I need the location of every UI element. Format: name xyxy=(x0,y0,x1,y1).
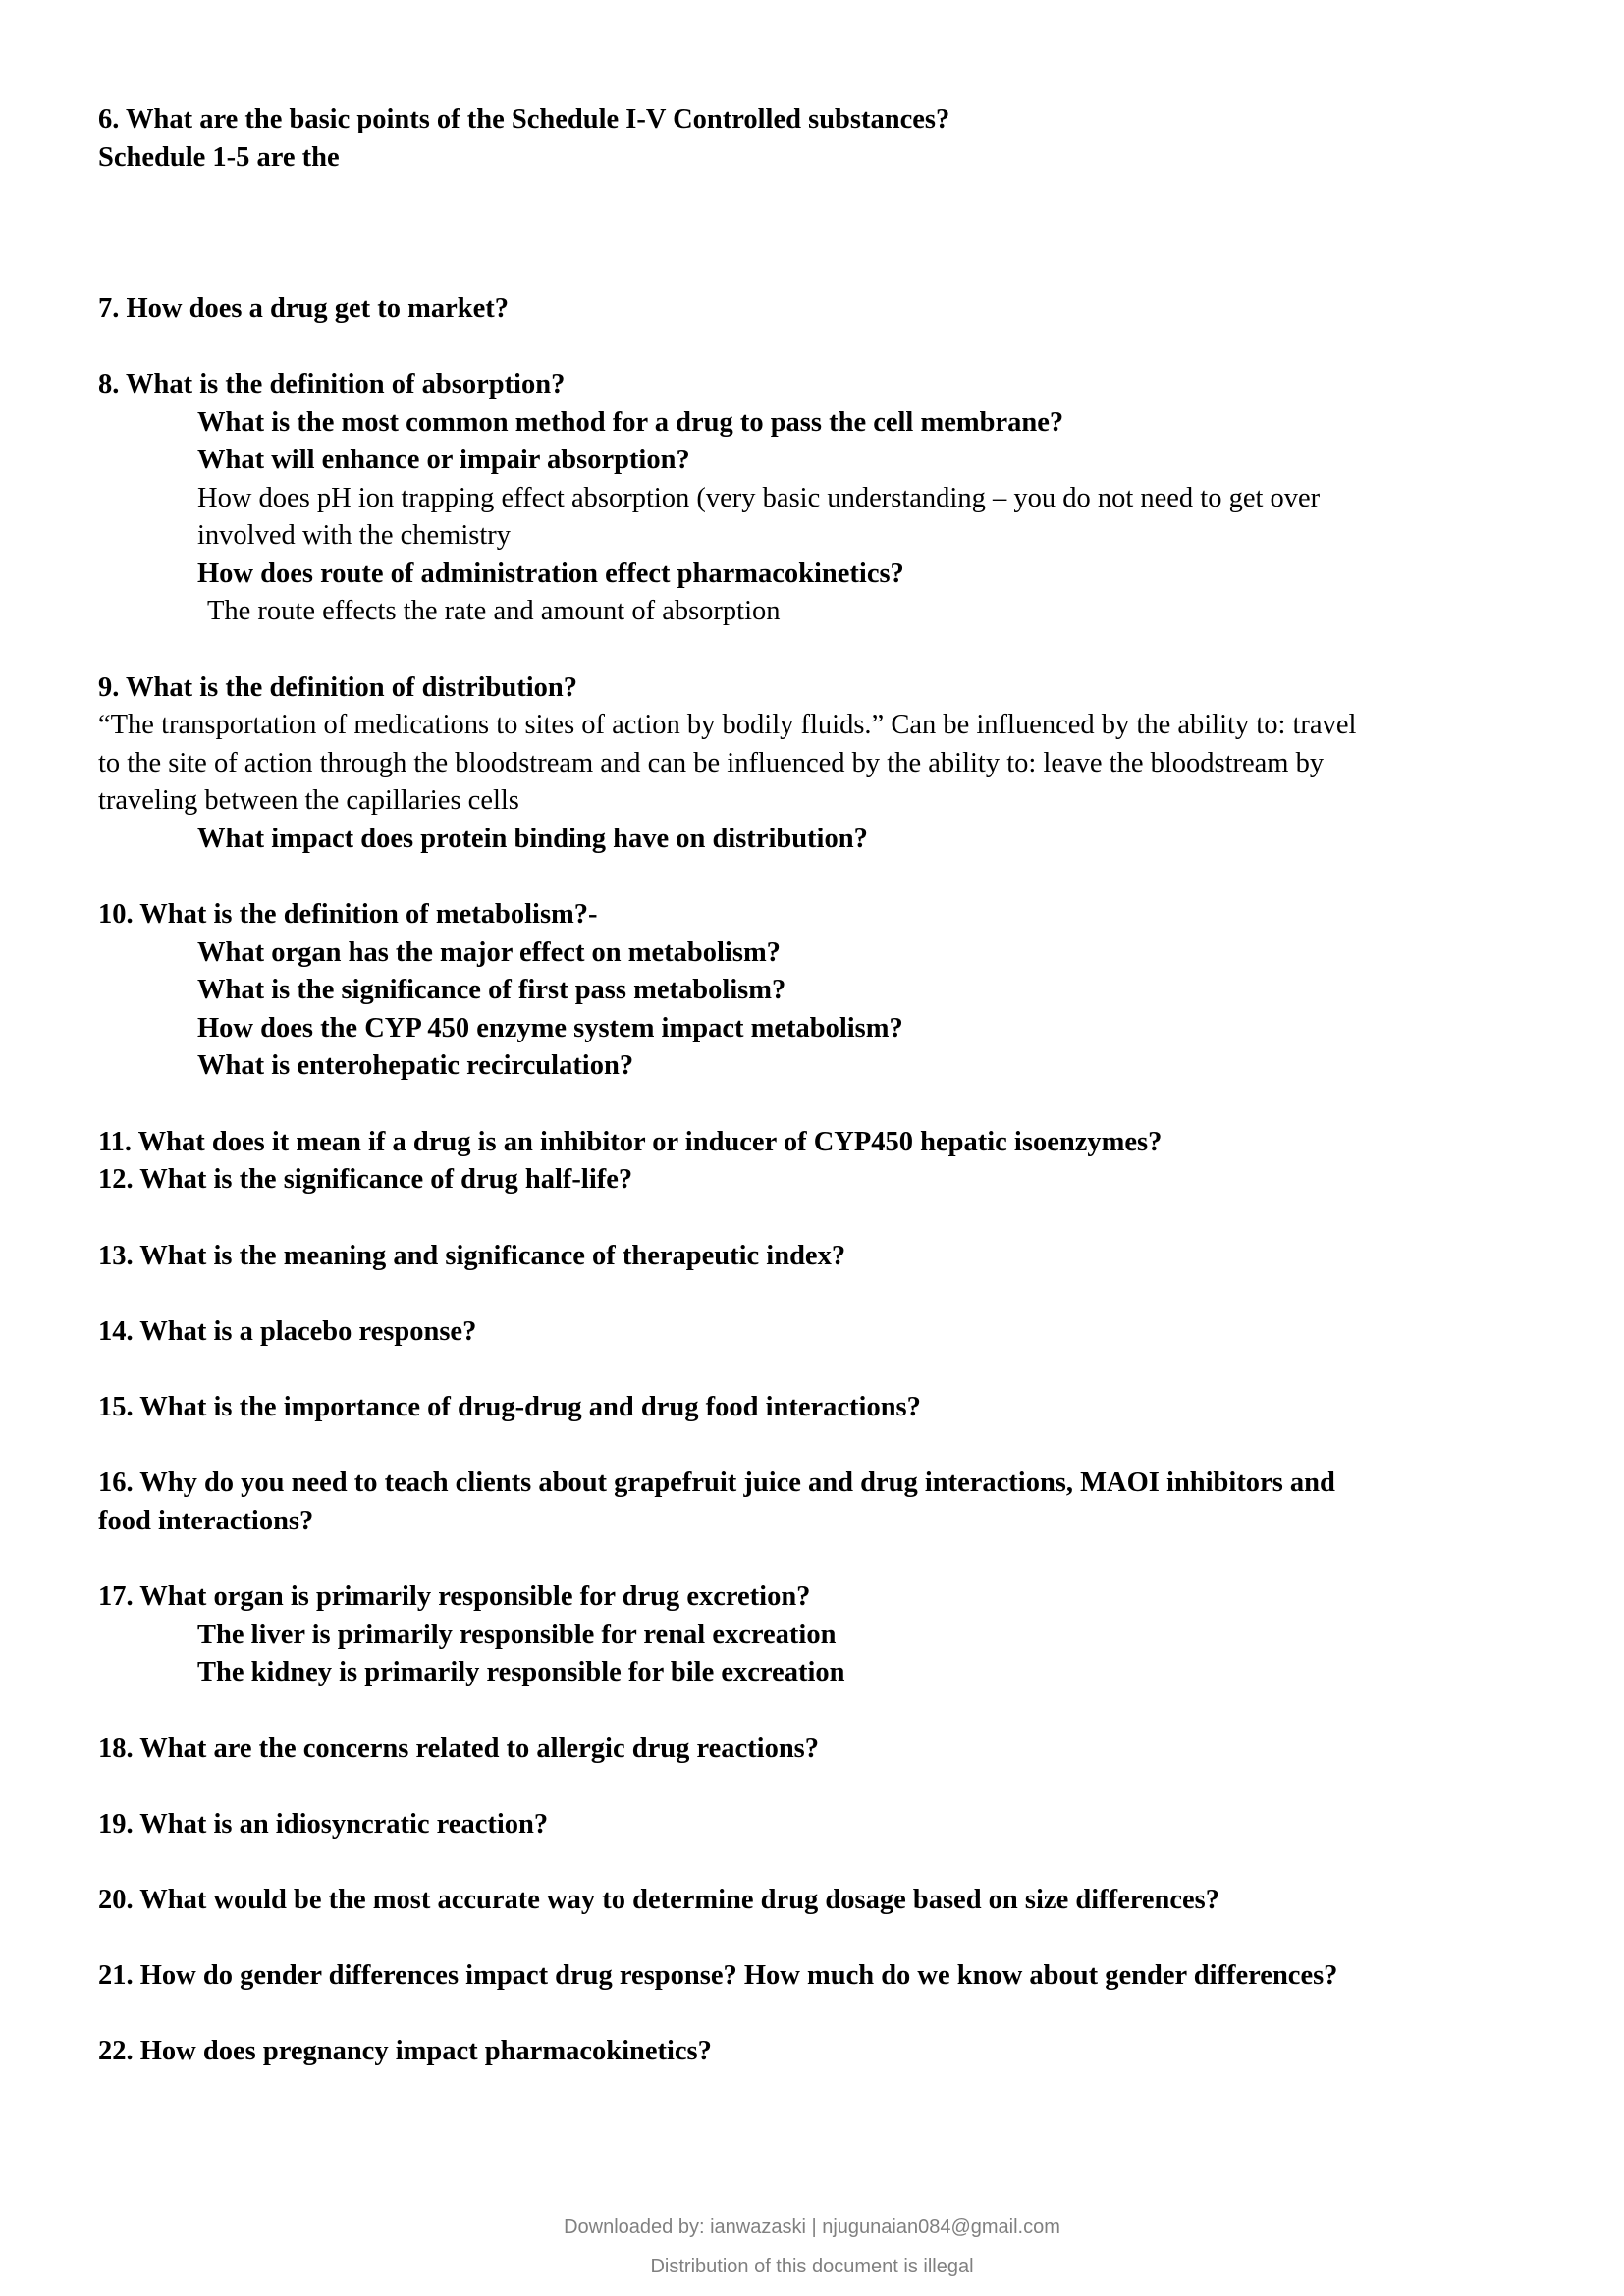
question-9-sub-1: What impact does protein binding have on distribution? xyxy=(197,824,868,854)
question-14: 14. What is a placebo response? xyxy=(98,1316,477,1347)
question-10-sub-2: What is the significance of first pass metabolism? xyxy=(197,975,786,1005)
question-10: 10. What is the definition of metabolism?- xyxy=(98,899,598,930)
footer-downloaded-by: Downloaded by: ianwazaski | njugunaian084@gmail.com xyxy=(564,2216,1060,2238)
question-18: 18. What are the concerns related to allergic drug reactions? xyxy=(98,1734,820,1764)
question-7: 7. How does a drug get to market? xyxy=(98,294,509,324)
question-16-line-2: food interactions? xyxy=(98,1506,314,1536)
question-8-sub-3-line-1: How does pH ion trapping effect absorption (very basic understanding – you do not need to get over xyxy=(197,483,1321,513)
question-15: 15. What is the importance of drug-drug and drug food interactions? xyxy=(98,1392,921,1422)
question-8: 8. What is the definition of absorption? xyxy=(98,369,566,400)
answer-9-line-2: to the site of action through the bloodstream and can be influenced by the ability to: leave the bloodstream by xyxy=(98,748,1325,778)
question-10-sub-3: How does the CYP 450 enzyme system impact metabolism? xyxy=(197,1013,903,1043)
question-8-sub-1: What is the most common method for a drug to pass the cell membrane? xyxy=(197,407,1064,438)
question-12: 12. What is the significance of drug half-life? xyxy=(98,1164,633,1195)
question-10-sub-4: What is enterohepatic recirculation? xyxy=(197,1050,634,1081)
question-22: 22. How does pregnancy impact pharmacokinetics? xyxy=(98,2036,712,2066)
question-13: 13. What is the meaning and significance of therapeutic index? xyxy=(98,1241,846,1271)
answer-6: Schedule 1-5 are the xyxy=(98,142,340,173)
question-10-sub-1: What organ has the major effect on metabolism? xyxy=(197,937,781,968)
question-16-line-1: 16. Why do you need to teach clients about grapefruit juice and drug interactions, MAOI inhibitors and xyxy=(98,1468,1335,1498)
answer-8: The route effects the rate and amount of absorption xyxy=(207,596,781,626)
question-8-sub-4: How does route of administration effect pharmacokinetics? xyxy=(197,559,904,589)
answer-9-line-1: “The transportation of medications to sites of action by bodily fluids.” Can be influenced by the ability to: travel xyxy=(98,710,1357,740)
answer-9-line-3: traveling between the capillaries cells xyxy=(98,785,519,816)
question-8-sub-3-line-2: involved with the chemistry xyxy=(197,520,511,551)
question-8-sub-2: What will enhance or impair absorption? xyxy=(197,445,690,475)
question-11: 11. What does it mean if a drug is an inhibitor or inducer of CYP450 hepatic isoenzymes? xyxy=(98,1127,1163,1157)
footer-distribution-notice: Distribution of this document is illegal xyxy=(650,2256,974,2277)
question-19: 19. What is an idiosyncratic reaction? xyxy=(98,1809,549,1840)
question-21: 21. How do gender differences impact drug response? How much do we know about gender differences? xyxy=(98,1960,1338,1991)
answer-17-line-2: The kidney is primarily responsible for bile excreation xyxy=(197,1657,845,1687)
question-9: 9. What is the definition of distribution? xyxy=(98,672,578,703)
question-17: 17. What organ is primarily responsible for drug excretion? xyxy=(98,1581,811,1612)
question-20: 20. What would be the most accurate way to determine drug dosage based on size differences? xyxy=(98,1885,1220,1915)
answer-17-line-1: The liver is primarily responsible for renal excreation xyxy=(197,1620,837,1650)
question-6: 6. What are the basic points of the Schedule I-V Controlled substances? xyxy=(98,104,950,134)
